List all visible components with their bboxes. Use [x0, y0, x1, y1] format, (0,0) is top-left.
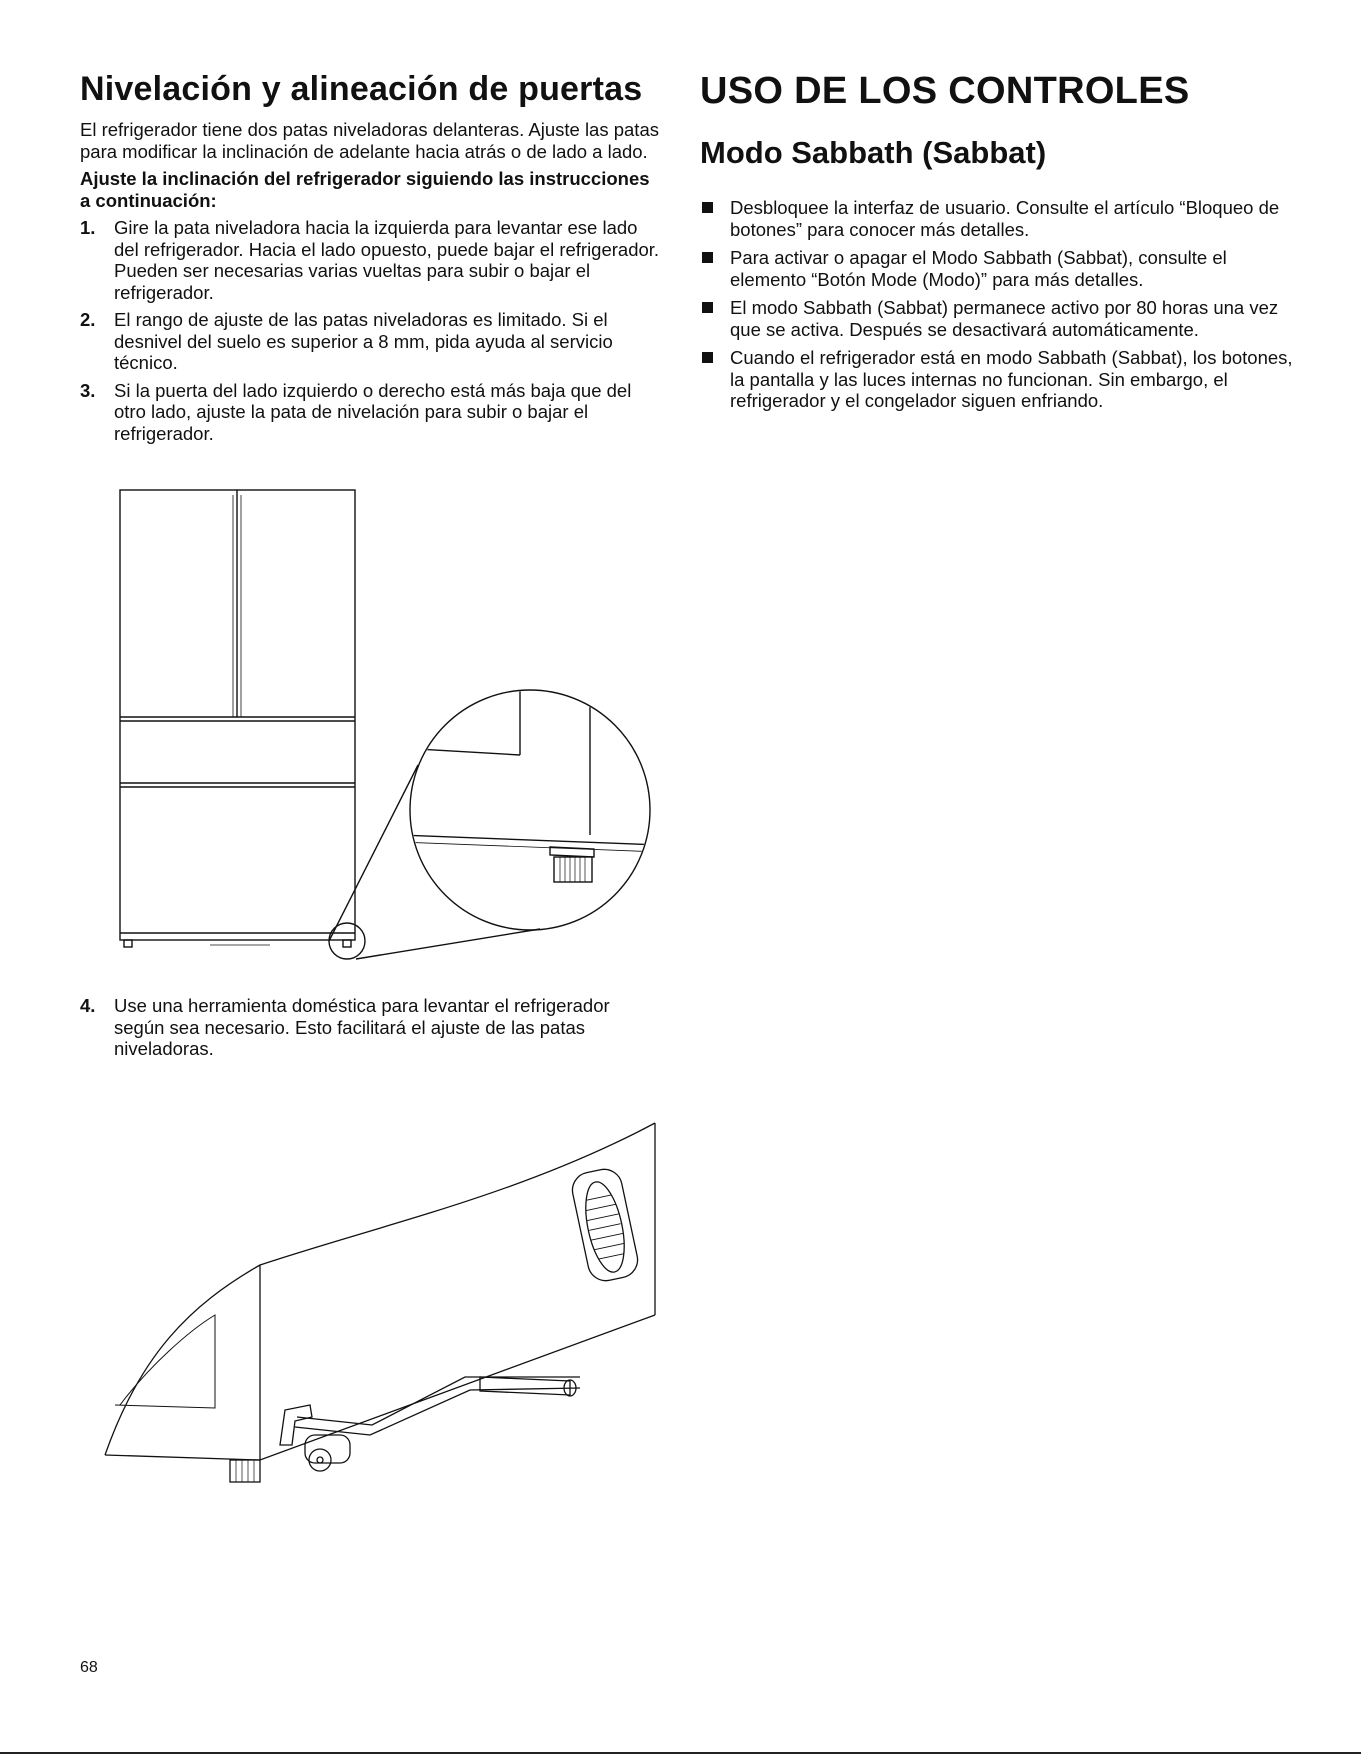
section-heading-controls: USO DE LOS CONTROLES	[700, 70, 1190, 112]
square-bullet-icon	[702, 302, 713, 313]
step-number: 2.	[80, 309, 96, 330]
bullet-text: El modo Sabbath (Sabbat) permanece activo por 80 horas una vez que se activa. Después se desactivará automáticamente.	[730, 297, 1279, 340]
section-heading-leveling: Nivelación y alineación de puertas	[80, 70, 643, 108]
bullet-item	[700, 347, 1300, 412]
steps-list	[80, 217, 660, 444]
bullet-item	[700, 247, 1300, 290]
step-number: 4.	[80, 995, 96, 1016]
step-item	[80, 217, 660, 303]
step-text: El rango de ajuste de las patas niveladoras es limitado. Si el desnivel del suelo es superior a 8 mm, pida ayuda al servicio técnico.	[114, 309, 613, 373]
square-bullet-icon	[702, 202, 713, 213]
bullet-text: Desbloquee la interfaz de usuario. Consulte el artículo “Bloqueo de botones” para conocer más detalles.	[730, 197, 1280, 240]
step-item	[80, 995, 660, 1060]
step-number: 3.	[80, 379, 96, 401]
bullet-text: Para activar o apagar el Modo Sabbath (Sabbat), consulte el elemento “Botón Mode (Modo)” para más detalles.	[730, 247, 1227, 290]
step-text: Use una herramienta doméstica para levantar el refrigerador según sea necesario. Esto facilitará el ajuste de las patas niveladoras.	[114, 995, 610, 1059]
bullet-item	[700, 297, 1300, 340]
steps-list-continued	[80, 995, 660, 1060]
refrigerator-leveling-leg-illustration	[100, 485, 660, 975]
step-4-block	[80, 995, 660, 1066]
step-item	[80, 380, 660, 445]
page-number: 68	[80, 1659, 98, 1676]
refrigerator-lifting-tool-illustration	[100, 1115, 670, 1535]
instructions-lead: Ajuste la inclinación del refrigerador siguiendo las instrucciones a continuación:	[80, 168, 650, 211]
bottom-divider	[0, 1752, 1361, 1754]
square-bullet-icon	[702, 352, 713, 363]
left-column	[80, 70, 660, 450]
sabbath-bullets	[700, 197, 1300, 412]
step-text: Gire la pata niveladora hacia la izquierda para levantar ese lado del refrigerador. Hacia el lado opuesto, puede bajar el refrigerador. Pueden ser necesarias varias vueltas para subir o bajar el refrigerador.	[114, 217, 660, 303]
bullet-text: Cuando el refrigerador está en modo Sabbath (Sabbat), los botones, la pantalla y las luces internas no funcionan. Sin embargo, el refrigerador y el congelador siguen enfriando.	[730, 347, 1293, 411]
subheading-sabbath-mode: Modo Sabbath (Sabbat)	[700, 135, 1047, 170]
step-item	[80, 309, 660, 374]
bullet-item	[700, 197, 1300, 240]
step-number: 1.	[80, 217, 96, 238]
right-column	[700, 70, 1300, 419]
square-bullet-icon	[702, 252, 713, 263]
intro-paragraph: El refrigerador tiene dos patas niveladoras delanteras. Ajuste las patas para modificar la inclinación de adelante hacia atrás o de lado a lado.	[80, 119, 659, 162]
step-text: Si la puerta del lado izquierdo o derecho está más baja que del otro lado, ajuste la pata de nivelación para subir o bajar el refrigerador.	[114, 379, 632, 444]
